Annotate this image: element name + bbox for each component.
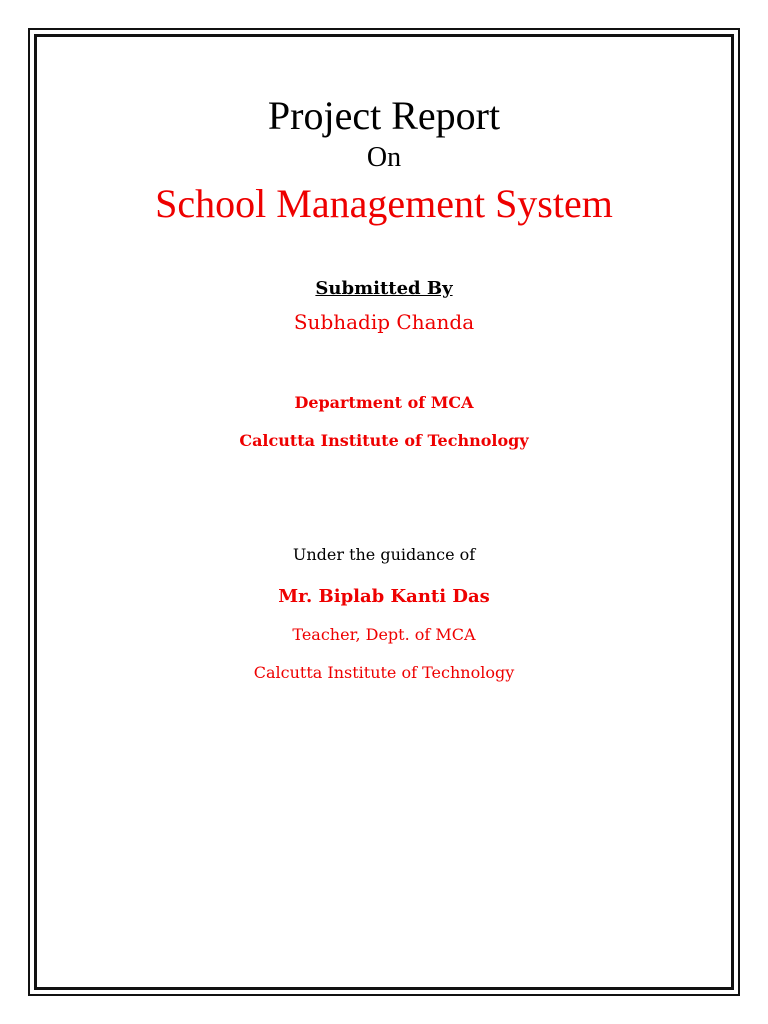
report-on-label: On [366,142,402,173]
guide-name: Mr. Biplab Kanti Das [278,586,490,607]
project-name: School Management System [155,181,613,226]
report-title: Project Report [267,93,501,138]
page-border-inner [34,34,734,990]
guide-institute: Calcutta Institute of Technology [253,663,515,682]
guidance-label: Under the guidance of [292,545,476,564]
guide-role: Teacher, Dept. of MCA [292,625,476,644]
institute-name: Calcutta Institute of Technology [239,431,529,450]
submitted-by-heading: Submitted By [315,278,453,299]
department-name: Department of MCA [294,393,474,412]
student-name: Subhadip Chanda [293,310,475,334]
